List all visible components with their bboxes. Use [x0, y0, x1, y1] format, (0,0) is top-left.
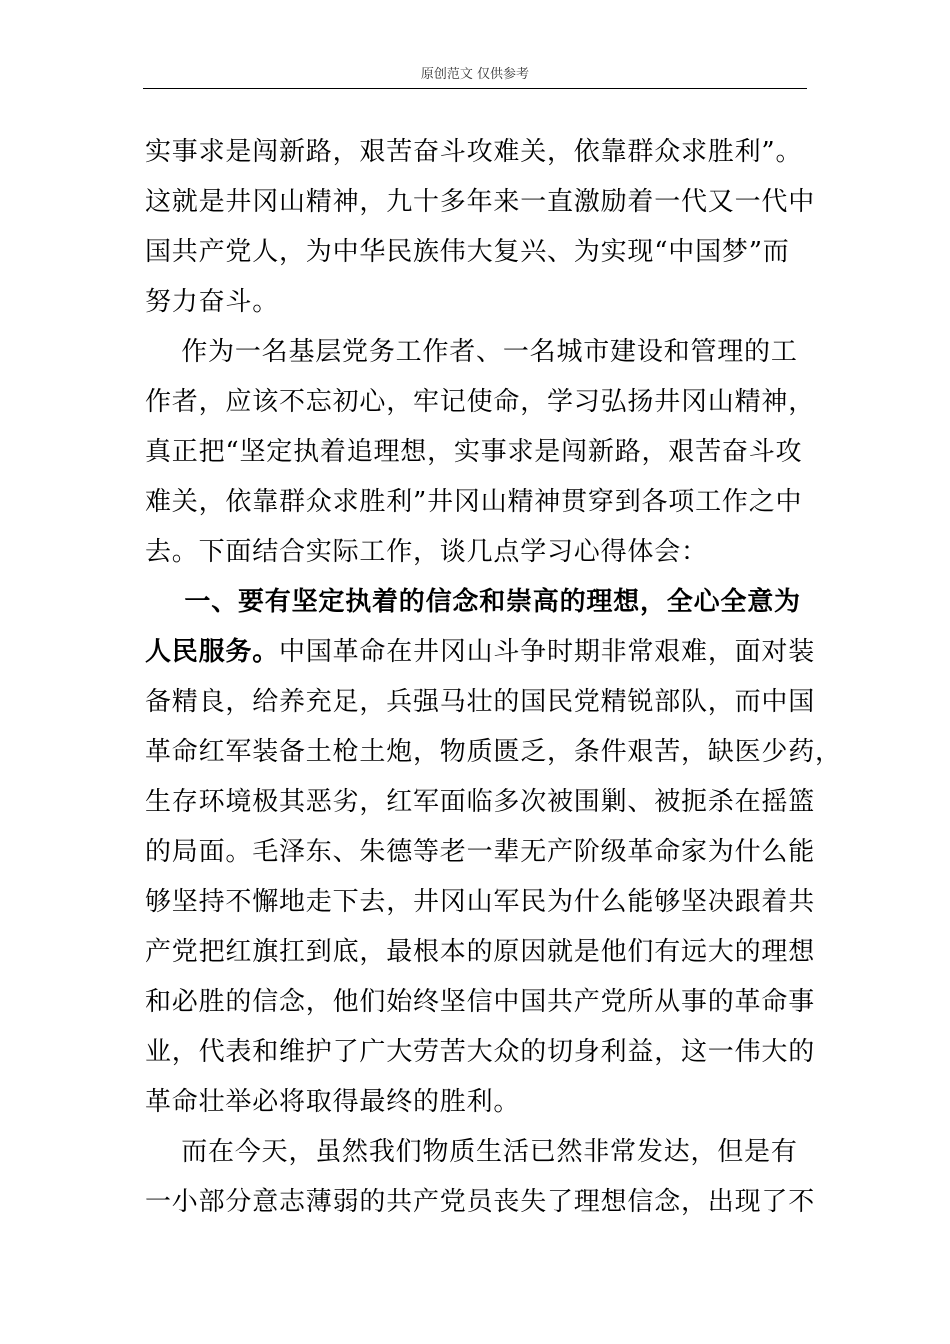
text: 一小部分意志薄弱的共产党员丧失了理想信念，出现了不 [145, 1187, 816, 1217]
text: 作者，应该不忘初心，牢记使命，学习弘扬井冈山精神， [145, 387, 816, 417]
text: 的局面。毛泽东、朱德等老一辈无产阶级革命家为什么能 [145, 837, 816, 867]
text: 努力奋斗。 [145, 287, 280, 317]
text-line [145, 280, 810, 324]
text: 和必胜的信念，他们始终坚信中国共产党所从事的革命事 [145, 987, 816, 1017]
text-line [145, 480, 810, 524]
text: 真正把“坚定执着追理想，实事求是闯新路，艰苦奋斗攻 [145, 437, 803, 467]
text: 生存环境极其恶劣，红军面临多次被围剿、被扼杀在摇篮 [145, 787, 816, 817]
text-line [145, 980, 816, 1024]
text-line [145, 180, 816, 224]
text: 而在今天，虽然我们物质生活已然非常发达，但是有 [145, 1137, 798, 1167]
text: 实事求是闯新路，艰苦奋斗攻难关，依靠群众求胜利”。 [145, 137, 803, 167]
text-line [145, 380, 816, 424]
text-line [145, 330, 810, 374]
text: 中国革命在井冈山斗争时期非常艰难，面对装 [279, 637, 816, 667]
text-line [145, 780, 816, 824]
text-line [145, 530, 810, 574]
text-line [145, 1030, 816, 1074]
heading-text: 一、要有坚定执着的信念和崇高的理想，全心全意为 [145, 587, 801, 617]
text-line [145, 680, 816, 724]
text-line [145, 1080, 810, 1124]
text: 备精良，给养充足，兵强马壮的国民党精锐部队，而中国 [145, 687, 816, 717]
text: 难关，依靠群众求胜利”井冈山精神贯穿到各项工作之中 [145, 487, 803, 517]
text-line [145, 230, 810, 274]
heading-text: 人民服务。 [145, 637, 280, 667]
text-line [145, 630, 816, 674]
text: 够坚持不懈地走下去，井冈山军民为什么能够坚决跟着共 [145, 887, 816, 917]
text: 产党把红旗扛到底，最根本的原因就是他们有远大的理想 [145, 937, 816, 967]
text-line [145, 1180, 816, 1224]
section-heading [145, 580, 810, 624]
text-line [145, 1130, 810, 1174]
text: 业，代表和维护了广大劳苦大众的切身利益，这一伟大的 [145, 1037, 816, 1067]
text-line [145, 430, 810, 474]
text-line [145, 880, 816, 924]
text: 革命壮举必将取得最终的胜利。 [145, 1087, 521, 1117]
header-text: 原创范文 仅供参考 [420, 67, 530, 82]
text-line [145, 130, 810, 174]
text: 国共产党人，为中华民族伟大复兴、为实现“中国梦”而 [145, 237, 790, 267]
text: 这就是井冈山精神，九十多年来一直激励着一代又一代中 [145, 187, 816, 217]
text: 革命红军装备土枪土炮，物质匮乏，条件艰苦，缺医少药， [145, 737, 842, 767]
text: 去。下面结合实际工作，谈几点学习心得体会： [145, 537, 708, 567]
page-header [143, 66, 807, 89]
text-line [145, 930, 816, 974]
text: 作为一名基层党务工作者、一名城市建设和管理的工 [145, 337, 798, 367]
text-line [145, 830, 816, 874]
text-line [145, 730, 842, 774]
